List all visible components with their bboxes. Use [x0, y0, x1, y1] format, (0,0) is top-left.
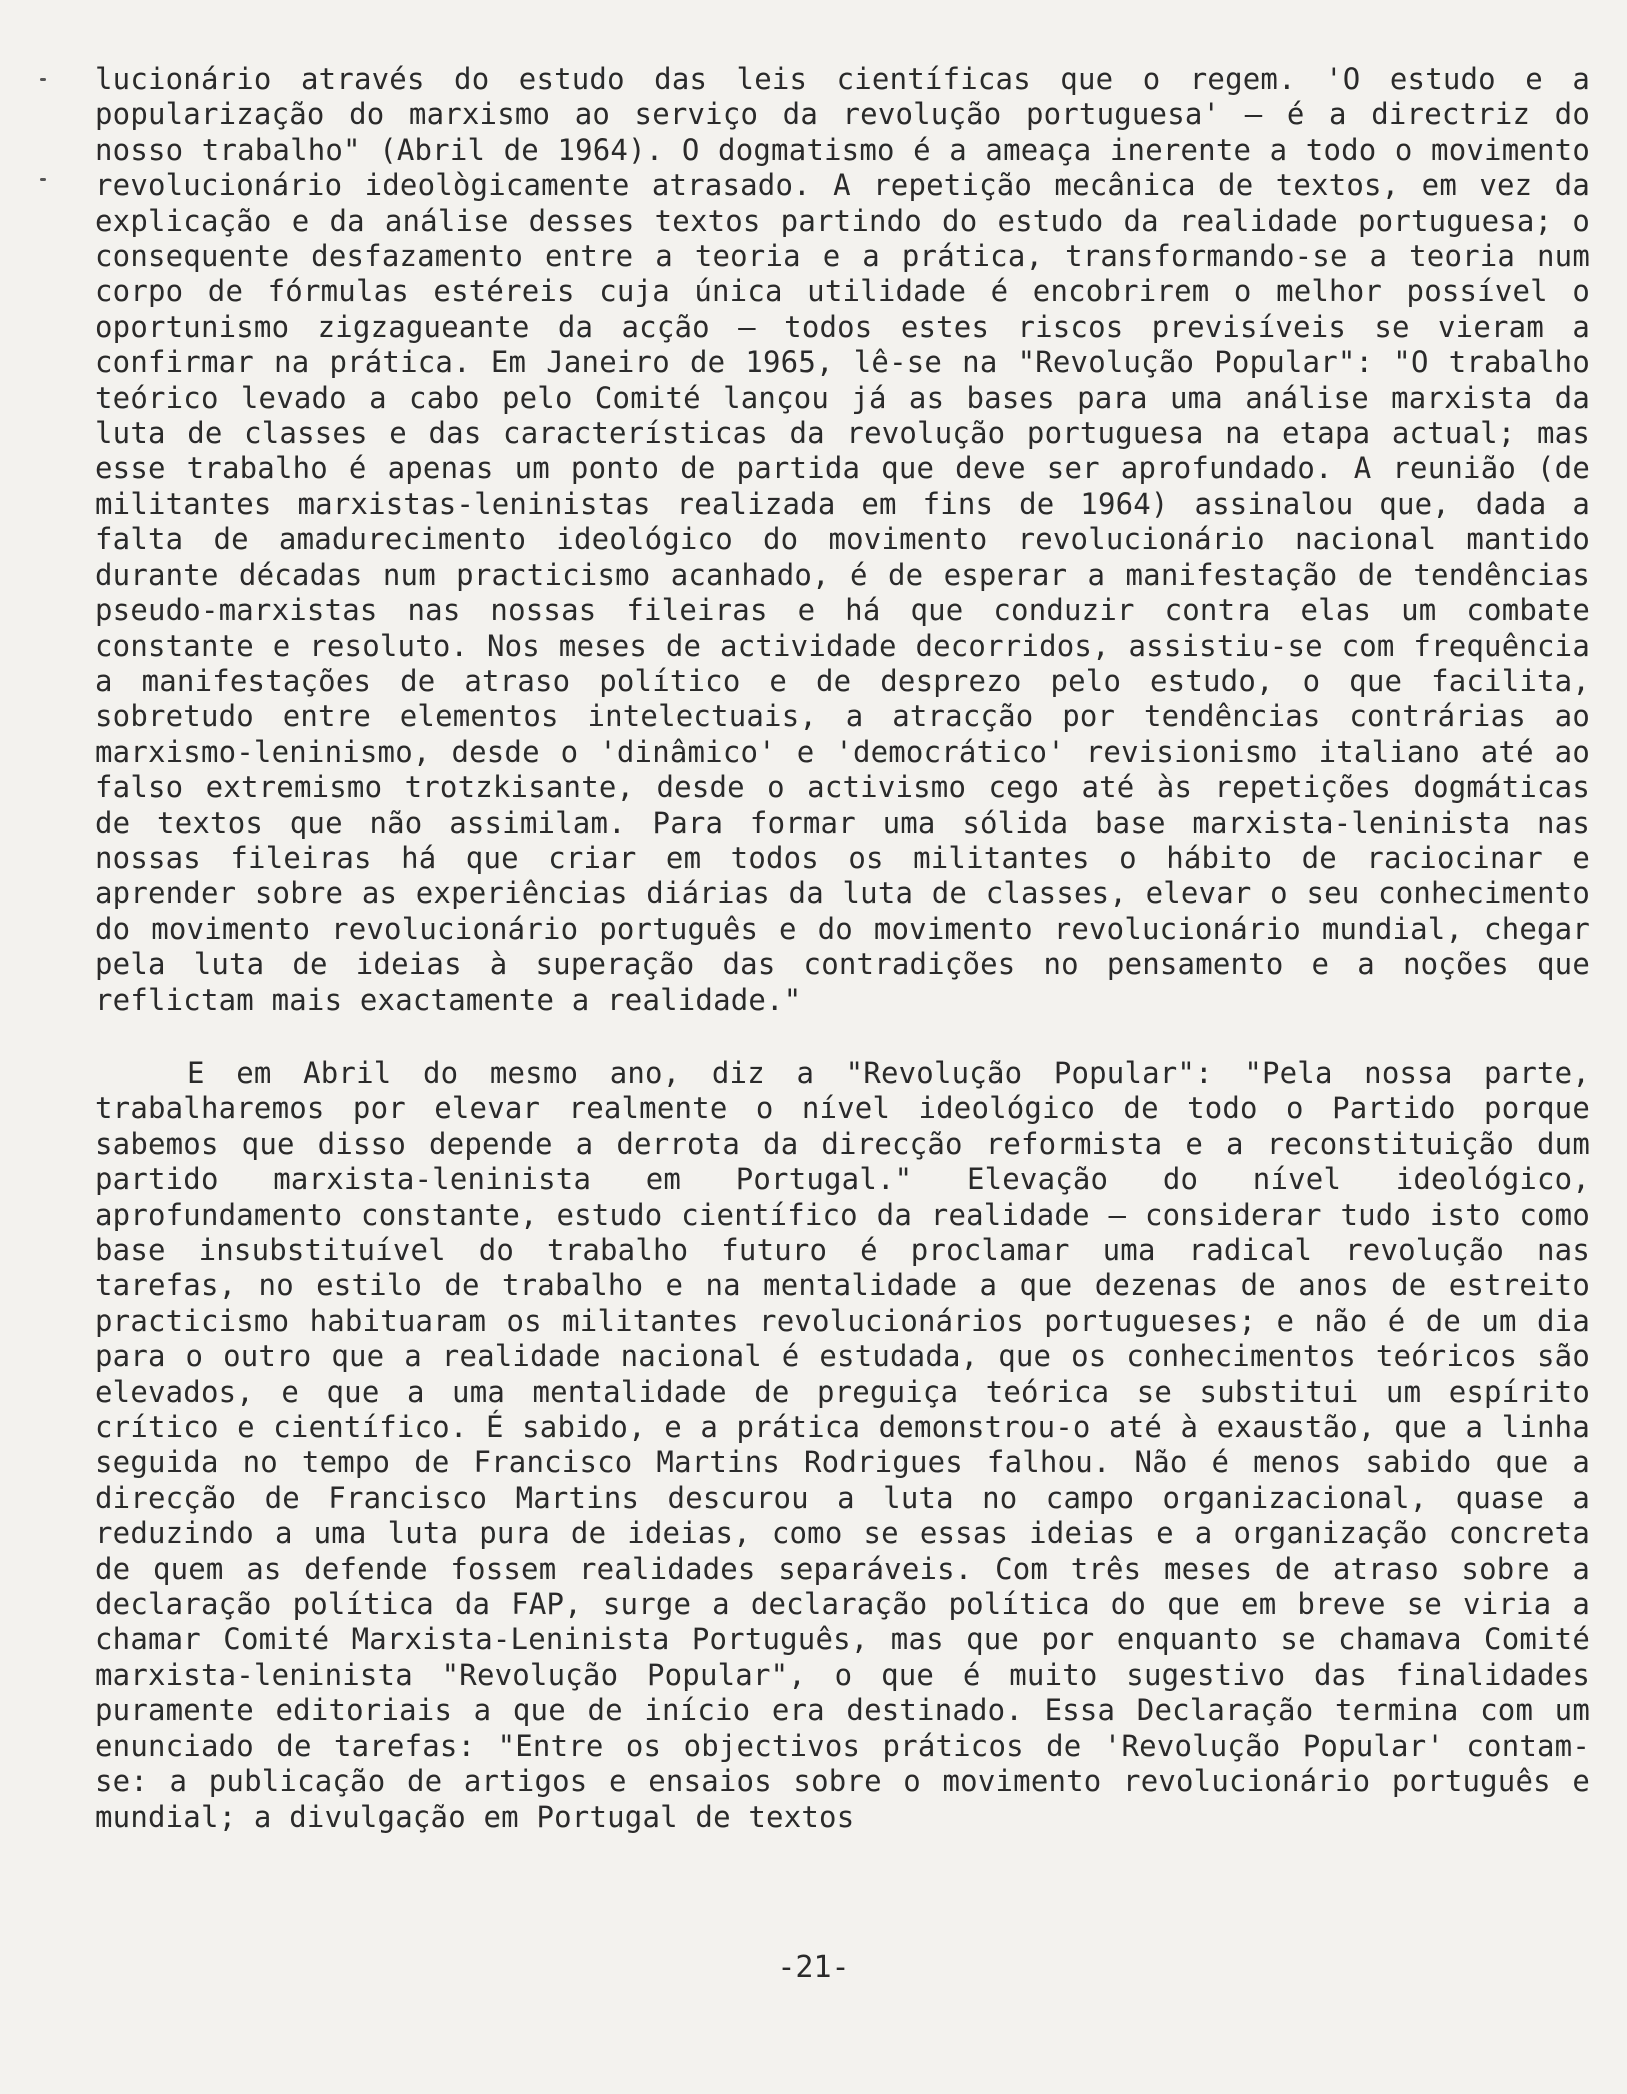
paragraph-1: lucionário através do estudo das leis científicas que o regem. 'O estudo e a popularização do marxismo ao serviço da revolução portuguesa' — é a directriz do nosso trabalho" (Abril de 1964). O dogmatismo é a ameaça inerente a todo o movimento revolucionário ideològicamente atrasado. A repetição mecânica de textos, em vez da explicação e da análise desses textos partindo do estudo da realidade portuguesa; o consequente desfazamento entre a teoria e a prática, transformando-se a teoria num corpo de fórmulas estéreis cuja única utilidade é encobrirem o melhor possível o oportunismo zigzagueante da acção — todos estes riscos previsíveis se vieram a confirmar na prática. Em Janeiro de 1965, lê-se na "Revolução Popular": "O trabalho teórico levado a cabo pelo Comité lançou já as bases para uma análise marxista da luta de classes e das características da revolução portuguesa na etapa actual; mas esse trabalho é apenas um ponto de partida que deve ser aprofundado. A reunião (de militantes marxistas-leninistas realizada em fins de 1964) assinalou que, dada a falta de amadurecimento ideológico do movimento revolucionário nacional mantido durante décadas num practicismo acanhado, é de esperar a manifestação de tendências pseudo-marxistas nas nossas fileiras e há que conduzir contra elas um combate constante e resoluto. Nos meses de actividade decorridos, assistiu-se com frequência a manifestações de atraso político e de desprezo pelo estudo, o que facilita, sobretudo entre elementos intelectuais, a atracção por tendências contrárias ao marxismo-leninismo, desde o 'dinâmico' e 'democrático' revisionismo italiano até ao falso extremismo trotzkisante, desde o activismo cego até às repetições dogmáticas de textos que não assimilam. Para formar uma sólida base marxista-leninista nas nossas fileiras há que criar em todos os militantes o hábito de raciocinar e aprender sobre as experiências diárias da luta de classes, elevar o seu conhecimento do movimento revolucionário português e do movimento revolucionário mundial, chegar pela luta de ideias à superação das contradições no pensamento e a noções que reflictam mais exactamente a realidade." — [95, 62, 1590, 1017]
page-number: -21- — [777, 1950, 850, 1985]
paragraph-2: E em Abril do mesmo ano, diz a "Revolução Popular": "Pela nossa parte, trabalharemos por elevar realmente o nível ideológico de todo o Partido porque sabemos que disso depende a derrota da direcção reformista e a reconstituição dum partido marxista-leninista em Portugal." Elevação do nível ideológico, aprofundamento constante, estudo científico da realidade — considerar tudo isto como base insubstituível do trabalho futuro é proclamar uma radical revolução nas tarefas, no estilo de trabalho e na mentalidade a que dezenas de anos de estreito practicismo habituaram os militantes revolucionários portugueses; e não é de um dia para o outro que a realidade nacional é estudada, que os conhecimentos teóricos são elevados, e que a uma mentalidade de preguiça teórica se substitui um espírito crítico e científico. É sabido, e a prática demonstrou-o até à exaustão, que a linha seguida no tempo de Francisco Martins Rodrigues falhou. Não é menos sabido que a direcção de Francisco Martins descurou a luta no campo organizacional, quase a reduzindo a uma luta pura de ideias, como se essas ideias e a organização concreta de quem as defende fossem realidades separáveis. Com três meses de atraso sobre a declaração política da FAP, surge a declaração política do que em breve se viria a chamar Comité Marxista-Leninista Português, mas que por enquanto se chamava Comité marxista-leninista "Revolução Popular", o que é muito sugestivo das finalidades puramente editoriais a que de início era destinado. Essa Declaração termina com um enunciado de tarefas: "Entre os objectivos práticos de 'Revolução Popular' contam-se: a publicação de artigos e ensaios sobre o movimento revolucionário português e mundial; a divulgação em Portugal de textos — [95, 1055, 1590, 1834]
margin-mark — [40, 178, 46, 181]
body-text — [95, 62, 1590, 1835]
margin-mark — [40, 78, 46, 81]
